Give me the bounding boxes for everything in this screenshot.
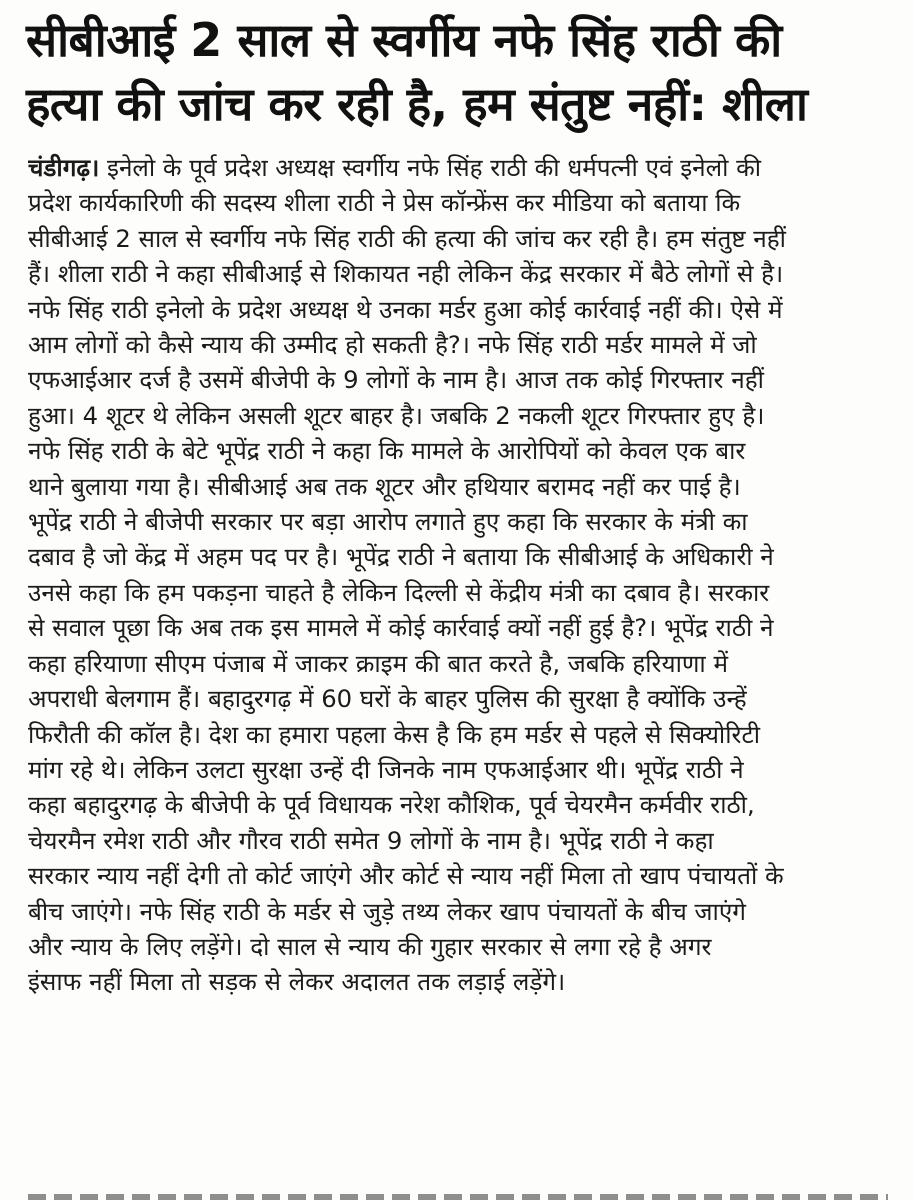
dateline: चंडीगढ़। (28, 153, 100, 182)
body-line-3: सीबीआई 2 साल से स्वर्गीय नफे सिंह राठी की हत्या की जांच कर रही है। हम संतुष्ट नहीं (28, 223, 786, 253)
body-line-15: कहा हरियाणा सीएम पंजाब में जाकर क्राइम की बात करते है, जबकि हरियाणा में (28, 648, 728, 678)
body-line-7: एफआईआर दर्ज है उसमें बीजेपी के 9 लोगों के नाम है। आज तक कोई गिरफ्तार नहीं (28, 365, 764, 395)
body-line-14: से सवाल पूछा कि अब तक इस मामले में कोई कार्रवाई क्यों नहीं हुई है?। भूपेंद्र राठी ने (28, 613, 774, 643)
body-line-18: मांग रहे थे। लेकिन उलटा सुरक्षा उन्हें दी जिनके नाम एफआईआर थी। भूपेंद्र राठी ने (28, 754, 744, 784)
body-line-1 (28, 150, 894, 185)
headline-line-2: हत्या की जांच कर रही है, हम संतुष्ट नहीं: शीला (26, 77, 808, 131)
cropped-next-line (28, 1186, 888, 1200)
body-line-11: भूपेंद्र राठी ने बीजेपी सरकार पर बड़ा आरोप लगाते हुए कहा कि सरकार के मंत्री का (28, 507, 748, 537)
body-line-20: चेयरमैन रमेश राठी और गौरव राठी समेत 9 लोगों के नाम है। भूपेंद्र राठी ने कहा (28, 825, 714, 855)
body-line-1-text: इनेलो के पूर्व प्रदेश अध्यक्ष स्वर्गीय नफे सिंह राठी की धर्मपत्नी एवं इनेलो की (99, 153, 762, 182)
body-line-5: नफे सिंह राठी इनेलो के प्रदेश अध्यक्ष थे उनका मर्डर हुआ कोई कार्रवाई नहीं की। ऐसे में (28, 294, 783, 324)
body-line-6: आम लोगों को कैसे न्याय की उम्मीद हो सकती है?। नफे सिंह राठी मर्डर मामले में जो (28, 330, 757, 360)
body-line-17: फिरौती की कॉल है। देश का हमारा पहला केस है कि हम मर्डर से पहले से सिक्योरिटी (28, 719, 760, 749)
body-line-4: हैं। शीला राठी ने कहा सीबीआई से शिकायत नही लेकिन केंद्र सरकार में बैठे लोगों से है। (28, 259, 784, 289)
body-line-9: नफे सिंह राठी के बेटे भूपेंद्र राठी ने कहा कि मामले के आरोपियों को केवल एक बार (28, 436, 746, 466)
headline (0, 0, 914, 136)
body-line-10: थाने बुलाया गया है। सीबीआई अब तक शूटर और हथियार बरामद नहीं कर पाई है। (28, 471, 741, 501)
body-line-19: कहा बहादुरगढ़ के बीजेपी के पूर्व विधायक नरेश कौशिक, पूर्व चेयरमैन कर्मवीर राठी, (28, 790, 755, 820)
body-line-13: उनसे कहा कि हम पकड़ना चाहते है लेकिन दिल्ली से केंद्रीय मंत्री का दबाव है। सरकार (28, 577, 770, 607)
body-line-23: और न्याय के लिए लड़ेंगे। दो साल से न्याय की गुहार सरकार से लगा रहे है अगर (28, 931, 712, 961)
body-line-22: बीच जाएंगे। नफे सिंह राठी के मर्डर से जुड़े तथ्य लेकर खाप पंचायतों के बीच जाएंगे (28, 896, 746, 926)
body-line-24: इंसाफ नहीं मिला तो सड़क से लेकर अदालत तक लड़ाई लड़ेंगे। (28, 967, 566, 997)
body-line-12: दबाव है जो केंद्र में अहम पद पर है। भूपेंद्र राठी ने बताया कि सीबीआई के अधिकारी ने (28, 542, 774, 572)
body-line-21: सरकार न्याय नहीं देगी तो कोर्ट जाएंगे और कोर्ट से न्याय नहीं मिला तो खाप पंचायतों के (28, 861, 784, 891)
body-line-8: हुआ। 4 शूटर थे लेकिन असली शूटर बाहर है। जबकि 2 नकली शूटर गिरफ्तार हुए है। (28, 400, 765, 430)
body-line-2: प्रदेश कार्यकारिणी की सदस्य शीला राठी ने प्रेस कॉन्फ्रेंस कर मीडिया को बताया कि (28, 188, 741, 218)
headline-line-1: सीबीआई 2 साल से स्वर्गीय नफे सिंह राठी की (26, 13, 782, 67)
article-body (0, 136, 914, 1000)
body-line-16: अपराधी बेलगाम हैं। बहादुरगढ़ में 60 घरों के बाहर पुलिस की सुरक्षा है क्योंकि उन्हें (28, 684, 747, 714)
